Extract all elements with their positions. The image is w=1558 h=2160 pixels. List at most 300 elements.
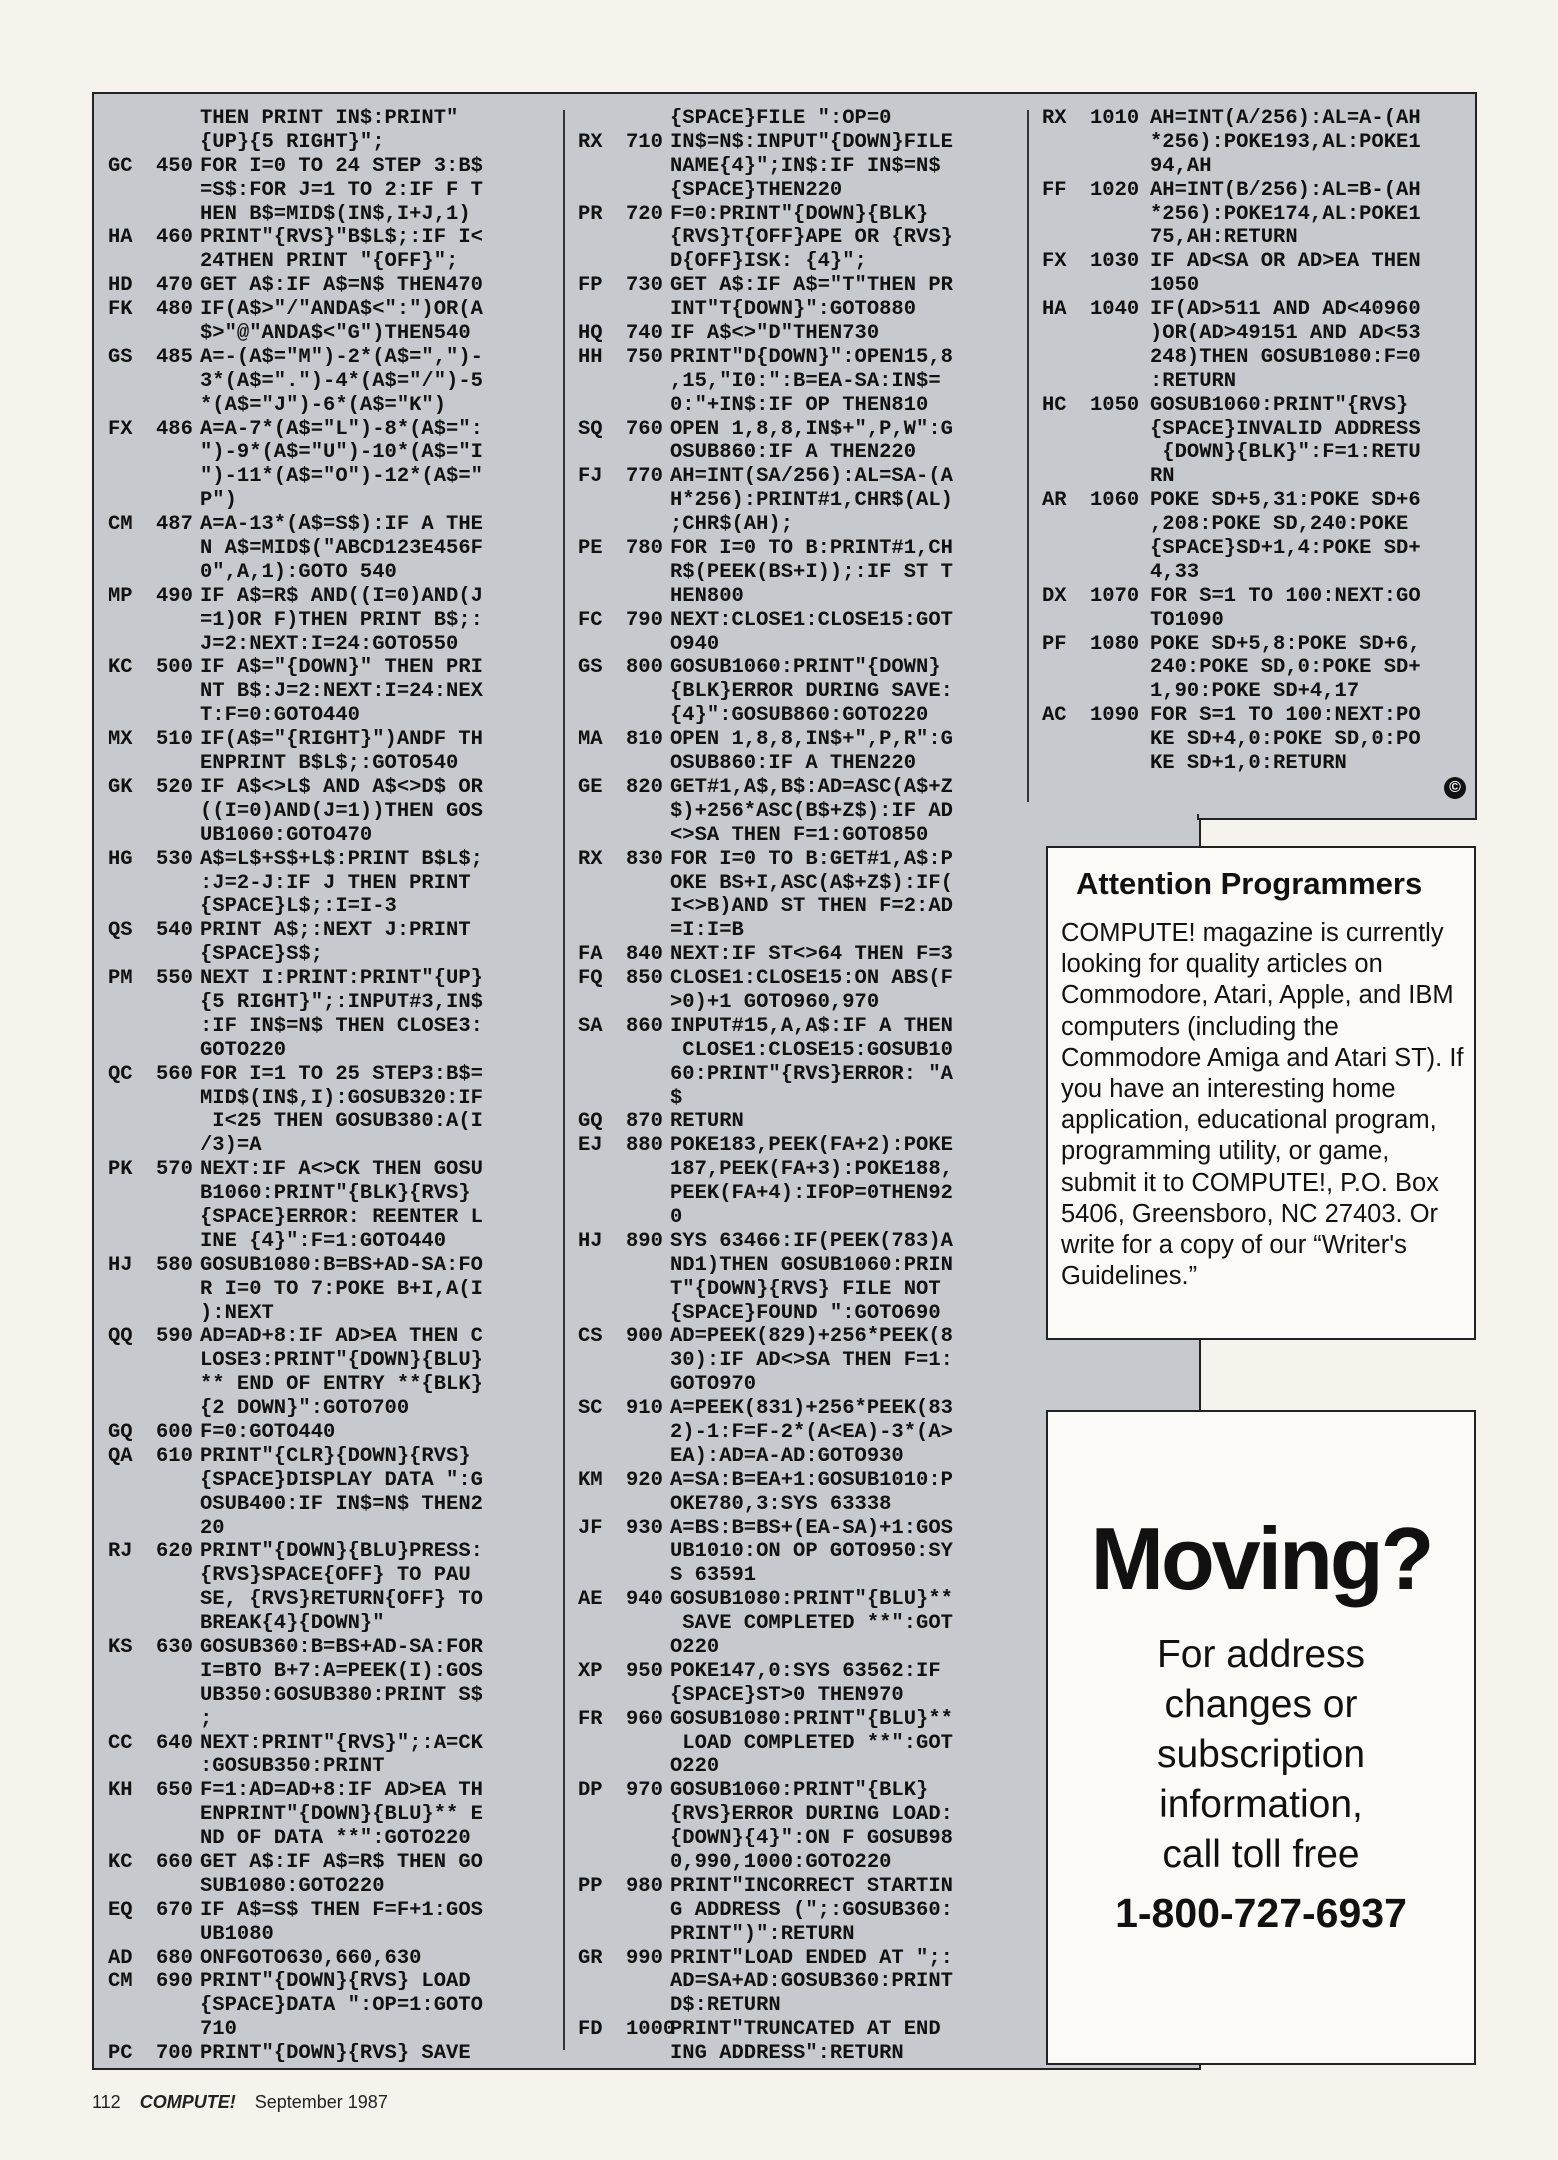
- checksum: MA: [578, 728, 603, 752]
- code-text: ")-11*(A$="O")-12*(A$=": [200, 465, 483, 489]
- code-line: [578, 203, 1018, 227]
- code-text: PRINT"{DOWN}{BLU}PRESS:: [200, 1540, 483, 1564]
- code-line: [578, 107, 1018, 131]
- code-line: [1042, 394, 1467, 418]
- checksum: JF: [578, 1516, 603, 1540]
- code-text: :RETURN: [1150, 369, 1237, 393]
- code-line: [108, 155, 558, 179]
- checksum: QQ: [108, 1325, 133, 1349]
- code-text: OPEN 1,8,8,IN$+",P,W":G: [670, 417, 953, 441]
- code-text: 187,PEEK(FA+3):POKE188,: [670, 1158, 953, 1182]
- line-number: 710: [626, 130, 663, 154]
- code-line: [108, 1134, 558, 1158]
- code-line: [1042, 203, 1467, 227]
- code-line: [578, 1612, 1018, 1636]
- checksum: GK: [108, 775, 133, 799]
- line-number: 660: [156, 1851, 193, 1875]
- code-line: [578, 680, 1018, 704]
- code-text: {SPACE}ERROR: REENTER L: [200, 1205, 483, 1229]
- checksum: HQ: [578, 322, 603, 346]
- line-number: 780: [626, 537, 663, 561]
- checksum: AR: [1042, 489, 1067, 513]
- code-text: O220: [670, 1636, 720, 1659]
- code-line: [578, 1325, 1018, 1349]
- attention-title: Attention Programmers: [1076, 866, 1423, 901]
- line-number: 670: [156, 1898, 193, 1922]
- checksum: CC: [108, 1731, 133, 1755]
- code-line: [578, 1421, 1018, 1445]
- checksum: HC: [1042, 393, 1067, 417]
- checksum: QS: [108, 919, 133, 943]
- code-text: 0:"+IN$:IF OP THEN810: [670, 393, 929, 417]
- code-line: [578, 1087, 1018, 1111]
- code-text: FOR I=0 TO B:GET#1,A$:P: [670, 847, 953, 871]
- code-text: F=1:AD=AD+8:IF AD>EA TH: [200, 1779, 483, 1803]
- code-line: [108, 1636, 558, 1660]
- checksum: FD: [578, 2018, 603, 2042]
- code-text: F=0:GOTO440: [200, 1420, 336, 1444]
- code-line: [108, 513, 558, 537]
- checksum: HA: [108, 226, 133, 250]
- code-text: RN: [1150, 465, 1175, 489]
- code-text: {SPACE}ST>0 THEN970: [670, 1683, 904, 1707]
- code-text: PRINT"INCORRECT STARTIN: [670, 1874, 953, 1898]
- line-number: 790: [626, 608, 663, 632]
- checksum: CS: [578, 1325, 603, 1349]
- code-line: [1042, 752, 1467, 776]
- code-line: [578, 1636, 1018, 1660]
- code-line: [1042, 585, 1467, 609]
- code-text: AH=INT(SA/256):AL=SA-(A: [670, 465, 953, 489]
- code-text: A$=L$+S$+L$:PRINT B$L$;: [200, 847, 483, 871]
- code-text: {SPACE}THEN220: [670, 178, 843, 202]
- code-text: {SPACE}L$;:I=I-3: [200, 895, 397, 919]
- code-line: [578, 1278, 1018, 1302]
- code-line: [578, 656, 1018, 680]
- line-number: 930: [626, 1516, 663, 1540]
- code-text: {SPACE}INVALID ADDRESS: [1150, 417, 1421, 441]
- line-number: 450: [156, 154, 193, 178]
- code-line: [578, 1182, 1018, 1206]
- code-text: {5 RIGHT}";:INPUT#3,IN$: [200, 990, 483, 1014]
- code-line: [578, 895, 1018, 919]
- attention-body: COMPUTE! magazine is currently looking for quality articles on Commodore, Atari, Apple, and IBM computers (including the Commodore Amiga and Atari ST). If you have an interesting home application, educational program, programming utility, or game, submit it to COMPUTE!, P.O. Box 5406, Greensboro, NC 27403. Or write for a copy of our “Writer's Guidelines.”: [1061, 919, 1464, 1291]
- code-text: $: [670, 1086, 683, 1110]
- code-line: [108, 1684, 558, 1708]
- checksum: KC: [108, 1851, 133, 1875]
- code-line: [1042, 489, 1467, 513]
- checksum: KC: [108, 656, 133, 680]
- code-line: [108, 418, 558, 442]
- code-line: [578, 1517, 1018, 1541]
- checksum: AD: [108, 1946, 133, 1970]
- code-text: POKE147,0:SYS 63562:IF: [670, 1659, 941, 1683]
- code-text: *256):POKE193,AL:POKE1: [1150, 130, 1421, 154]
- line-number: 500: [156, 656, 193, 680]
- code-line: [578, 1803, 1018, 1827]
- code-text: {4}":GOSUB860:GOTO220: [670, 704, 929, 728]
- code-text: HEN B$=MID$(IN$,I+J,1): [200, 202, 471, 226]
- code-line: [108, 1302, 558, 1326]
- code-line: [578, 752, 1018, 776]
- code-line: [578, 1708, 1018, 1732]
- checksum: GC: [108, 154, 133, 178]
- code-text: IF AD<SA OR AD>EA THEN: [1150, 250, 1421, 274]
- code-text: I=BTO B+7:A=PEEK(I):GOS: [200, 1659, 483, 1683]
- checksum: FF: [1042, 178, 1067, 202]
- line-number: 740: [626, 322, 663, 346]
- code-line: [108, 943, 558, 967]
- code-line: [578, 250, 1018, 274]
- code-line: [108, 1397, 558, 1421]
- checksum: RX: [578, 847, 603, 871]
- code-text: INPUT#15,A,A$:IF A THEN: [670, 1014, 953, 1038]
- line-number: 510: [156, 728, 193, 752]
- line-number: 1020: [1090, 178, 1140, 202]
- code-text: IF A$="{DOWN}" THEN PRI: [200, 656, 483, 680]
- code-text: N A$=MID$("ABCD123E456F: [200, 537, 483, 561]
- code-text: :J=2-J:IF J THEN PRINT: [200, 871, 471, 895]
- code-text: *256):POKE174,AL:POKE1: [1150, 202, 1421, 226]
- code-text: 30):IF AD<>SA THEN F=1:: [670, 1349, 953, 1373]
- line-number: 810: [626, 728, 663, 752]
- code-text: GET A$:IF A$="T"THEN PR: [670, 274, 953, 298]
- code-line: [108, 848, 558, 872]
- checksum: AE: [578, 1588, 603, 1612]
- code-text: {UP}{5 RIGHT}";: [200, 130, 385, 154]
- code-text: {RVS}SPACE{OFF} TO PAU: [200, 1564, 471, 1588]
- code-line: [578, 1684, 1018, 1708]
- code-text: GOSUB1060:PRINT"{BLK}: [670, 1779, 929, 1803]
- code-text: 20: [200, 1516, 225, 1540]
- code-line: [578, 1373, 1018, 1397]
- code-line: [578, 394, 1018, 418]
- code-line: [108, 1994, 558, 2018]
- code-line: [108, 1110, 558, 1134]
- code-line: [578, 728, 1018, 752]
- line-number: 630: [156, 1636, 193, 1659]
- code-line: [108, 1588, 558, 1612]
- code-line: [1042, 465, 1467, 489]
- code-line: [108, 1325, 558, 1349]
- code-line: [108, 489, 558, 513]
- code-text: *(A$="J")-6*(A$="K"): [200, 393, 447, 417]
- code-text: ;: [200, 1707, 213, 1731]
- code-text: OKE780,3:SYS 63338: [670, 1492, 892, 1516]
- code-text: PRINT A$;:NEXT J:PRINT: [200, 919, 471, 943]
- code-text: PRINT"TRUNCATED AT END: [670, 2018, 941, 2042]
- code-text: A=-(A$="M")-2*(A$=",")-: [200, 345, 483, 369]
- code-line: [108, 1755, 558, 1779]
- code-line: [578, 513, 1018, 537]
- line-number: 730: [626, 274, 663, 298]
- line-number: 1030: [1090, 250, 1140, 274]
- code-text: BREAK{4}{DOWN}": [200, 1612, 385, 1636]
- code-text: A=A-7*(A$="L")-8*(A$=":: [200, 417, 483, 441]
- line-number: 540: [156, 919, 193, 943]
- code-text: ONFGOTO630,660,630: [200, 1946, 422, 1970]
- code-text: IF A$=R$ AND((I=0)AND(J: [200, 584, 483, 608]
- checksum: QC: [108, 1062, 133, 1086]
- checksum: PF: [1042, 632, 1067, 656]
- code-column-3: [1042, 107, 1467, 776]
- checksum: HD: [108, 274, 133, 298]
- code-text: B1060:PRINT"{BLK}{RVS}: [200, 1182, 471, 1206]
- code-text: :GOSUB350:PRINT: [200, 1755, 385, 1779]
- code-text: PRINT")":RETURN: [670, 1922, 855, 1946]
- code-text: POKE SD+5,8:POKE SD+6,: [1150, 632, 1421, 656]
- line-number: 920: [626, 1468, 663, 1492]
- code-line: [578, 1588, 1018, 1612]
- code-line: [1042, 704, 1467, 728]
- code-text: {DOWN}{4}":ON F GOSUB98: [670, 1827, 953, 1851]
- code-line: [578, 1469, 1018, 1493]
- code-text: O940: [670, 632, 720, 656]
- line-number: 860: [626, 1014, 663, 1038]
- code-text: PRINT"{DOWN}{RVS} SAVE: [200, 2042, 471, 2066]
- code-line: [1042, 298, 1467, 322]
- issue-date: September 1987: [254, 2092, 388, 2112]
- code-text: NEXT I:PRINT:PRINT"{UP}: [200, 967, 483, 991]
- code-line: [578, 322, 1018, 346]
- code-text: IF A$=S$ THEN F=F+1:GOS: [200, 1898, 483, 1922]
- code-line: [108, 1421, 558, 1445]
- checksum: CM: [108, 513, 133, 537]
- line-number: 580: [156, 1253, 193, 1277]
- code-line: [108, 465, 558, 489]
- code-text: D{OFF}ISK: {4}";: [670, 250, 867, 274]
- checksum: FK: [108, 298, 133, 322]
- page-number: 112: [92, 2092, 121, 2112]
- code-text: OSUB400:IF IN$=N$ THEN2: [200, 1492, 483, 1516]
- code-text: CLOSE1:CLOSE15:GOSUB10: [670, 1038, 953, 1062]
- code-text: )OR(AD>49151 AND AD<53: [1150, 322, 1421, 346]
- code-text: $>"@"ANDA$<"G")THEN540: [200, 322, 471, 346]
- code-text: {RVS}ERROR DURING LOAD:: [670, 1803, 953, 1827]
- code-line: [578, 1134, 1018, 1158]
- code-line: [578, 1827, 1018, 1851]
- checksum: FQ: [578, 967, 603, 991]
- code-line: [108, 1206, 558, 1230]
- code-line: [108, 824, 558, 848]
- code-line: [108, 1564, 558, 1588]
- code-line: [578, 298, 1018, 322]
- code-line: [108, 1947, 558, 1971]
- checksum: GS: [578, 656, 603, 680]
- code-text: ** END OF ENTRY **{BLK}: [200, 1373, 483, 1397]
- code-line: [108, 179, 558, 203]
- checksum: HA: [1042, 298, 1067, 322]
- code-line: [108, 1087, 558, 1111]
- line-number: 570: [156, 1158, 193, 1182]
- code-line: [578, 967, 1018, 991]
- code-line: [108, 1612, 558, 1636]
- code-line: [108, 776, 558, 800]
- line-number: 590: [156, 1325, 193, 1349]
- code-text: ,208:POKE SD,240:POKE: [1150, 513, 1409, 537]
- code-text: OSUB860:IF A THEN220: [670, 752, 917, 776]
- code-text: 2)-1:F=F-2*(A<EA)-3*(A>: [670, 1420, 953, 1444]
- checksum: HJ: [108, 1253, 133, 1277]
- checksum: HJ: [578, 1229, 603, 1253]
- code-text: ;CHR$(AH);: [670, 513, 794, 537]
- line-number: 620: [156, 1540, 193, 1564]
- page-footer: [92, 2092, 402, 2113]
- code-text: OPEN 1,8,8,IN$+",P,R":G: [670, 728, 953, 752]
- moving-line: call toll free: [1162, 1833, 1360, 1876]
- code-text: THEN PRINT IN$:PRINT": [200, 107, 459, 130]
- code-line: [578, 1994, 1018, 2018]
- line-number: 800: [626, 656, 663, 680]
- code-text: IF(AD>511 AND AD<40960: [1150, 298, 1421, 322]
- code-line: [1042, 728, 1467, 752]
- code-text: ENPRINT B$L$;:GOTO540: [200, 752, 459, 776]
- checksum: DP: [578, 1779, 603, 1803]
- code-text: ND OF DATA **":GOTO220: [200, 1827, 471, 1851]
- code-text: 248)THEN GOSUB1080:F=0: [1150, 345, 1421, 369]
- code-line: [578, 1015, 1018, 1039]
- code-text: O220: [670, 1755, 720, 1779]
- checksum: PR: [578, 202, 603, 226]
- code-line: [578, 1755, 1018, 1779]
- code-line: [108, 1540, 558, 1564]
- line-number: 520: [156, 775, 193, 799]
- code-text: POKE183,PEEK(FA+2):POKE: [670, 1134, 953, 1158]
- code-text: AH=INT(A/256):AL=A-(AH: [1150, 107, 1421, 130]
- code-text: R I=0 TO 7:POKE B+I,A(I: [200, 1277, 483, 1301]
- checksum: SC: [578, 1397, 603, 1421]
- line-number: 460: [156, 226, 193, 250]
- line-number: 1070: [1090, 584, 1140, 608]
- code-line: [1042, 561, 1467, 585]
- code-line: [578, 1206, 1018, 1230]
- code-text: TO1090: [1150, 608, 1224, 632]
- magazine-name: COMPUTE!: [139, 2092, 236, 2112]
- code-text: GOSUB360:B=BS+AD-SA:FOR: [200, 1636, 483, 1659]
- code-text: PRINT"D{DOWN}":OPEN15,8: [670, 345, 953, 369]
- line-number: 830: [626, 847, 663, 871]
- checksum: PP: [578, 1874, 603, 1898]
- code-line: [578, 370, 1018, 394]
- code-text: {RVS}T{OFF}APE OR {RVS}: [670, 226, 953, 250]
- code-line: [578, 2018, 1018, 2042]
- code-text: H*256):PRINT#1,CHR$(AL): [670, 489, 953, 513]
- code-text: NEXT:PRINT"{RVS}";:A=CK: [200, 1731, 483, 1755]
- line-number: 690: [156, 1970, 193, 1994]
- code-line: [108, 800, 558, 824]
- code-line: [108, 2018, 558, 2042]
- attention-programmers-box: [1046, 846, 1476, 1340]
- line-number: 1040: [1090, 298, 1140, 322]
- line-number: 1000: [626, 2018, 676, 2042]
- line-number: 820: [626, 775, 663, 799]
- code-line: [1042, 322, 1467, 346]
- code-line: [108, 1779, 558, 1803]
- code-text: SAVE COMPLETED **":GOT: [670, 1612, 953, 1636]
- code-text: =S$:FOR J=1 TO 2:IF F T: [200, 178, 483, 202]
- moving-line: For address: [1156, 1633, 1366, 1676]
- code-text: NT B$:J=2:NEXT:I=24:NEX: [200, 680, 483, 704]
- line-number: 700: [156, 2042, 193, 2066]
- checksum: FA: [578, 943, 603, 967]
- code-line: [108, 1373, 558, 1397]
- line-number: 990: [626, 1946, 663, 1970]
- line-number: 940: [626, 1588, 663, 1612]
- line-number: 750: [626, 345, 663, 369]
- line-number: 910: [626, 1397, 663, 1421]
- checksum: KM: [578, 1468, 603, 1492]
- code-line: [578, 1397, 1018, 1421]
- checksum: PE: [578, 537, 603, 561]
- checksum: KH: [108, 1779, 133, 1803]
- line-number: 840: [626, 943, 663, 967]
- code-text: FOR S=1 TO 100:NEXT:GO: [1150, 584, 1421, 608]
- code-text: A=A-13*(A$=S$):IF A THE: [200, 513, 483, 537]
- line-number: 770: [626, 465, 663, 489]
- code-line: [578, 704, 1018, 728]
- code-text: NAME{4}";IN$:IF IN$=N$: [670, 154, 941, 178]
- code-text: GOTO220: [200, 1038, 287, 1062]
- line-number: 1080: [1090, 632, 1140, 656]
- code-text: IF A$<>L$ AND A$<>D$ OR: [200, 775, 483, 799]
- moving-line: changes or: [1164, 1683, 1358, 1726]
- code-text: GET#1,A$,B$:AD=ASC(A$+Z: [670, 775, 953, 799]
- code-text: ((I=0)AND(J=1))THEN GOS: [200, 799, 483, 823]
- code-line: [578, 1923, 1018, 1947]
- code-line: [108, 895, 558, 919]
- code-line: [108, 1158, 558, 1182]
- code-text: IF(A$>"/"ANDA$<":")OR(A: [200, 298, 483, 322]
- code-line: [108, 1063, 558, 1087]
- code-line: [578, 418, 1018, 442]
- code-text: OSUB860:IF A THEN220: [670, 441, 917, 465]
- code-line: [578, 1540, 1018, 1564]
- code-line: [108, 1875, 558, 1899]
- code-text: I<25 THEN GOSUB380:A(I: [200, 1110, 483, 1134]
- code-text: PEEK(FA+4):IFOP=0THEN92: [670, 1182, 953, 1206]
- line-number: 720: [626, 202, 663, 226]
- code-text: 0",A,1):GOTO 540: [200, 560, 397, 584]
- code-text: AD=PEEK(829)+256*PEEK(8: [670, 1325, 953, 1349]
- code-text: PRINT"{RVS}"B$L$;:IF I<: [200, 226, 483, 250]
- code-line: [578, 1039, 1018, 1063]
- code-text: $)+256*ASC(B$+Z$):IF AD: [670, 799, 953, 823]
- code-text: IN$=N$:INPUT"{DOWN}FILE: [670, 130, 953, 154]
- code-text: R$(PEEK(BS+I));:IF ST T: [670, 560, 953, 584]
- code-line: [108, 1827, 558, 1851]
- code-line: [108, 298, 558, 322]
- line-number: 960: [626, 1707, 663, 1731]
- code-line: [108, 1923, 558, 1947]
- code-text: A=PEEK(831)+256*PEEK(83: [670, 1397, 953, 1421]
- code-text: INE {4}":F=1:GOTO440: [200, 1229, 447, 1253]
- code-line: [108, 250, 558, 274]
- code-line: [578, 1660, 1018, 1684]
- line-number: 900: [626, 1325, 663, 1349]
- code-line: [578, 1875, 1018, 1899]
- code-line: [578, 872, 1018, 896]
- code-text: SUB1080:GOTO220: [200, 1874, 385, 1898]
- code-text: S 63591: [670, 1564, 757, 1588]
- line-number: 485: [156, 345, 193, 369]
- code-text: T"{DOWN}{RVS} FILE NOT: [670, 1277, 941, 1301]
- code-line: [108, 1349, 558, 1373]
- code-line: [108, 370, 558, 394]
- code-line: [1042, 226, 1467, 250]
- code-line: [108, 322, 558, 346]
- checksum: EQ: [108, 1898, 133, 1922]
- checksum: KS: [108, 1636, 133, 1659]
